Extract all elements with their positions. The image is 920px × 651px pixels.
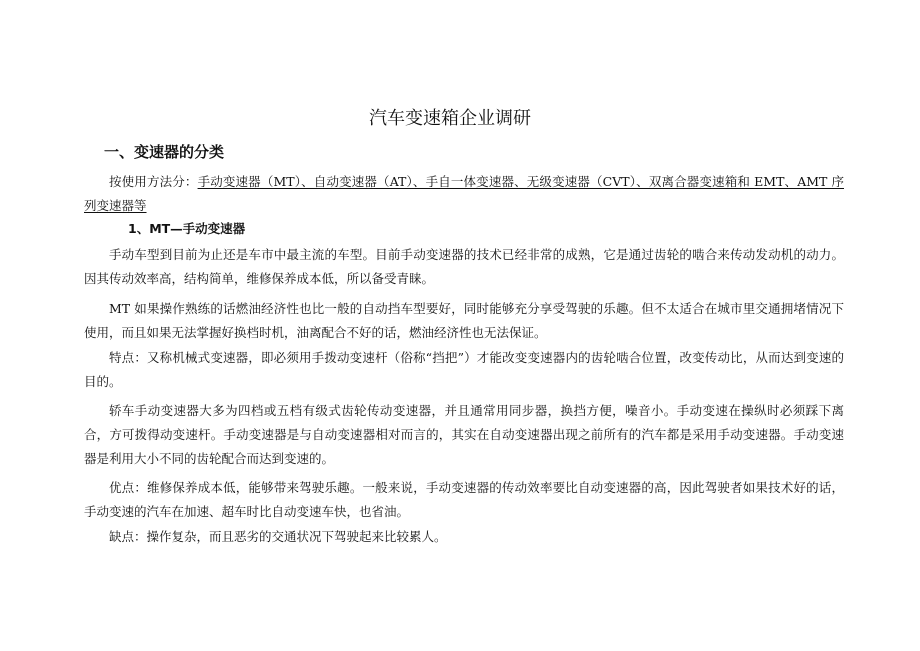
paragraph: 特点：又称机械式变速器，即必须用手拨动变速杆（俗称“挡把”）才能改变变速器内的齿轮啮合位置，改变传动比，从而达到变速的目的。 (84, 350, 844, 389)
paragraph: 手动车型到目前为止还是车市中最主流的车型。目前手动变速器的技术已经非常的成熟，它是通过齿轮的啮合来传动发动机的动力。因其传动效率高，结构简单，维修保养成本低，所以备受青睐。 (84, 247, 844, 286)
paragraph: 优点：维修保养成本低，能够带来驾驶乐趣。一般来说，手动变速器的传动效率要比自动变速器的高，因此驾驶者如果技术好的话，手动变速的汽车在加速、超车时比自动变速车快，也省油。 (84, 480, 844, 519)
document-title: 汽车变速箱企业调研 (369, 108, 531, 129)
classification-list: 手动变速器（MT）、自动变速器（AT）、手自一体变速器、无级变速器（CVT）、双离合器变速箱和 EMT、AMT 序列变速器等 (84, 174, 844, 213)
subsection-heading: 1、MT—手动变速器 (128, 221, 246, 236)
classification-lead: 按使用方法分： (109, 174, 198, 189)
paragraph: 轿车手动变速器大多为四档或五档有级式齿轮传动变速器，并且通常用同步器，换挡方便，噪音小。手动变速在操纵时必须踩下离合，方可拨得动变速杆。手动变速器是与自动变速器相对而言的，其实在自动变速器出现之前所有的汽车都是采用手动变速器。手动变速器是利用大小不同的齿轮配合而达到变速的。 (84, 403, 844, 466)
paragraph: MT 如果操作熟练的话燃油经济性也比一般的自动挡车型要好，同时能够充分享受驾驶的乐趣。但不太适合在城市里交通拥堵情况下使用，而且如果无法掌握好换档时机，油离配合不好的话，燃油经济性也无法保证。 (84, 301, 844, 340)
classification-paragraph (84, 170, 844, 218)
section-heading: 一、变速器的分类 (104, 143, 225, 161)
paragraph: 缺点：操作复杂，而且恶劣的交通状况下驾驶起来比较累人。 (109, 529, 447, 544)
